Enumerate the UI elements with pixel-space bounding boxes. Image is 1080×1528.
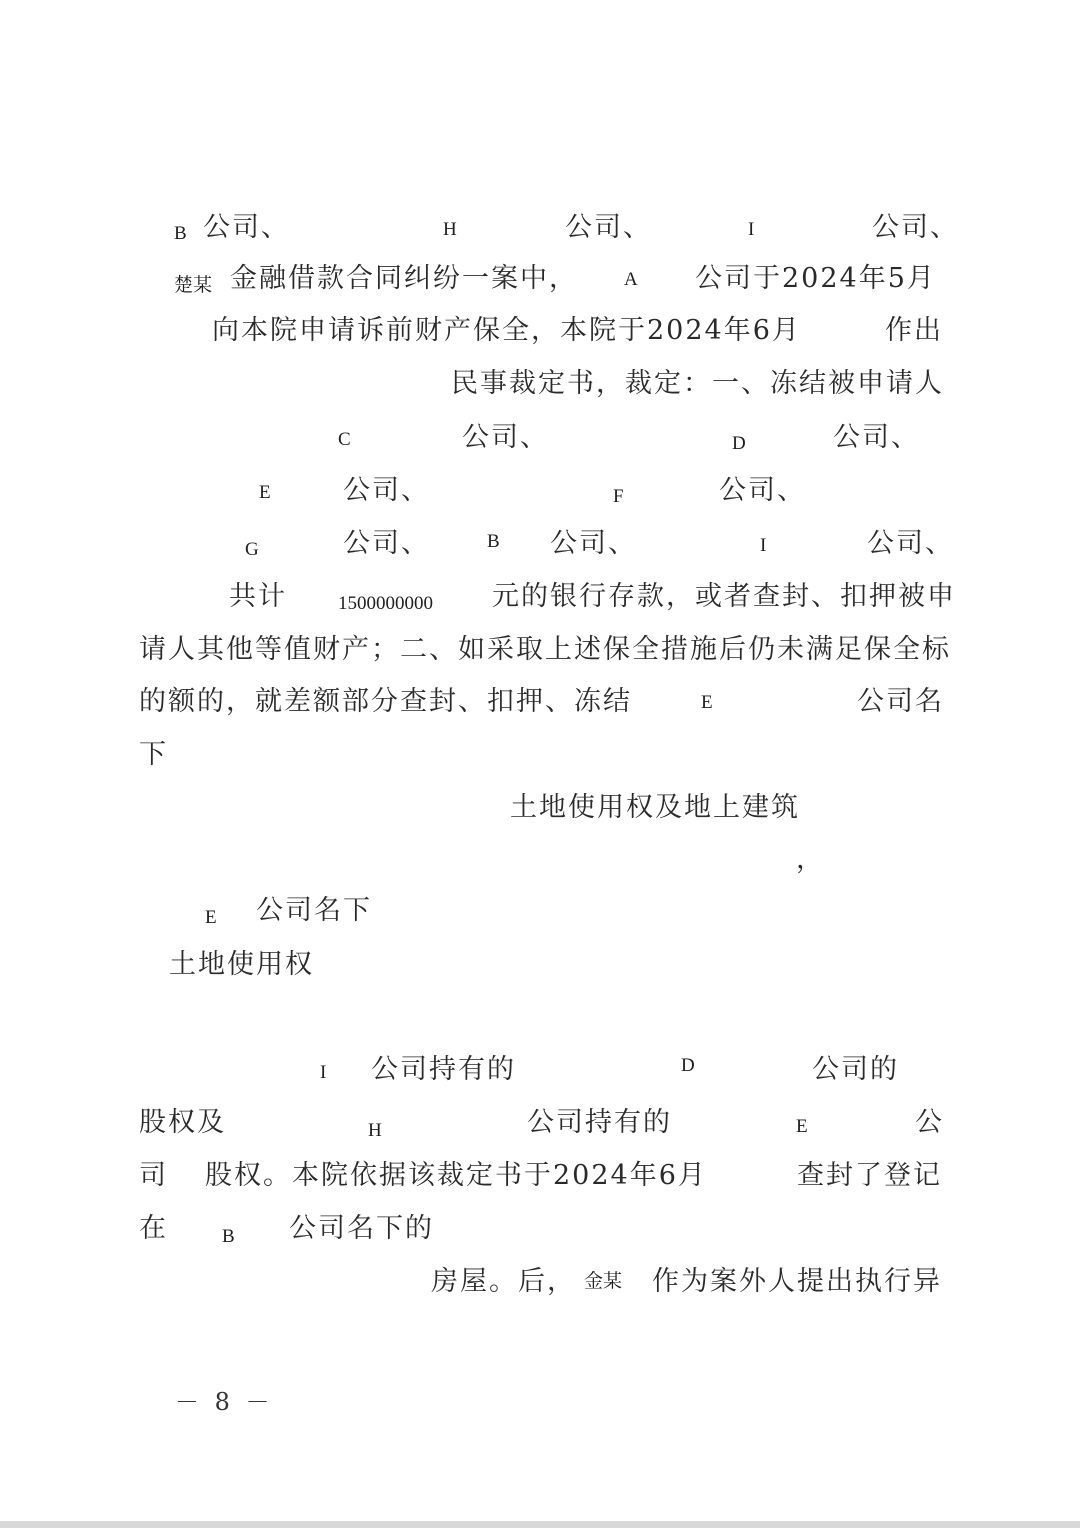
text-segment: 公司、 bbox=[203, 212, 290, 243]
party-label: A bbox=[624, 269, 638, 290]
party-label: D bbox=[732, 433, 746, 454]
text-segment: 公司、 bbox=[343, 475, 430, 506]
person-label: 楚某 bbox=[174, 275, 213, 296]
party-label: E bbox=[205, 907, 217, 928]
amount-value: 1500000000 bbox=[338, 593, 433, 614]
text-segment: 公 bbox=[915, 1107, 944, 1138]
person-label: 金某 bbox=[584, 1271, 623, 1292]
scan-edge bbox=[0, 1521, 1080, 1528]
text-segment: 金融借款合同纠纷一案中， bbox=[230, 263, 578, 294]
text-segment: 股权。本院依据该裁定书于2024年6月 bbox=[205, 1160, 707, 1191]
text-segment: 查封了登记 bbox=[797, 1160, 942, 1191]
text-segment: 作出 bbox=[885, 315, 943, 346]
text-segment: 房屋。后， bbox=[431, 1266, 576, 1297]
party-label: B bbox=[222, 1226, 235, 1247]
text-segment: 的额的，就差额部分查封、扣押、冻结 bbox=[139, 686, 632, 717]
text-segment: 公司、 bbox=[343, 528, 430, 559]
text-segment: 请人其他等值财产；二、如采取上述保全措施后仍未满足保全标 bbox=[139, 634, 951, 665]
party-label: B bbox=[487, 531, 500, 552]
party-label: E bbox=[259, 482, 271, 503]
party-label: B bbox=[174, 223, 187, 244]
party-label: C bbox=[338, 429, 351, 450]
text-segment: 土地使用权及地上建筑 bbox=[510, 792, 800, 823]
text-segment: 共计 bbox=[229, 581, 287, 612]
text-segment: 公司、 bbox=[550, 528, 637, 559]
text-segment: 民事裁定书，裁定：一、冻结被申请人 bbox=[451, 368, 944, 399]
text-segment: 公司持有的 bbox=[371, 1054, 516, 1085]
text-segment: 在 bbox=[139, 1213, 168, 1244]
party-label: I bbox=[320, 1062, 327, 1083]
party-label: E bbox=[796, 1116, 808, 1137]
text-segment: 下 bbox=[139, 739, 168, 770]
text-segment: 公司、 bbox=[462, 422, 549, 453]
text-segment: 公司持有的 bbox=[527, 1107, 672, 1138]
text-segment: 股权及 bbox=[139, 1107, 226, 1138]
text-segment: 公司、 bbox=[719, 475, 806, 506]
text-segment: 公司、 bbox=[565, 212, 652, 243]
text-segment: 土地使用权 bbox=[169, 949, 314, 980]
text-segment: 元的银行存款，或者查封、扣押被申 bbox=[492, 581, 956, 612]
party-label: H bbox=[443, 219, 457, 240]
text-segment: ， bbox=[796, 844, 825, 875]
text-segment: 公司、 bbox=[872, 212, 959, 243]
text-segment: 公司的 bbox=[812, 1054, 899, 1085]
text-segment: 公司于2024年5月 bbox=[695, 263, 936, 294]
text-segment: 公司、 bbox=[833, 422, 920, 453]
text-segment: 向本院申请诉前财产保全，本院于2024年6月 bbox=[212, 315, 801, 346]
text-segment: 公司名下的 bbox=[289, 1213, 434, 1244]
text-segment: 司 bbox=[139, 1160, 168, 1191]
party-label: G bbox=[245, 539, 259, 560]
text-segment: 公司、 bbox=[867, 528, 954, 559]
text-segment: 公司名 bbox=[857, 686, 944, 717]
text-segment: 公司名下 bbox=[256, 895, 372, 926]
text-segment: 作为案外人提出执行异 bbox=[652, 1266, 942, 1297]
party-label: H bbox=[368, 1120, 382, 1141]
party-label: I bbox=[760, 535, 767, 556]
party-label: E bbox=[701, 692, 713, 713]
party-label: D bbox=[681, 1055, 695, 1076]
page-number: － 8 － bbox=[175, 1388, 274, 1416]
party-label: I bbox=[748, 219, 755, 240]
party-label: F bbox=[613, 486, 624, 507]
